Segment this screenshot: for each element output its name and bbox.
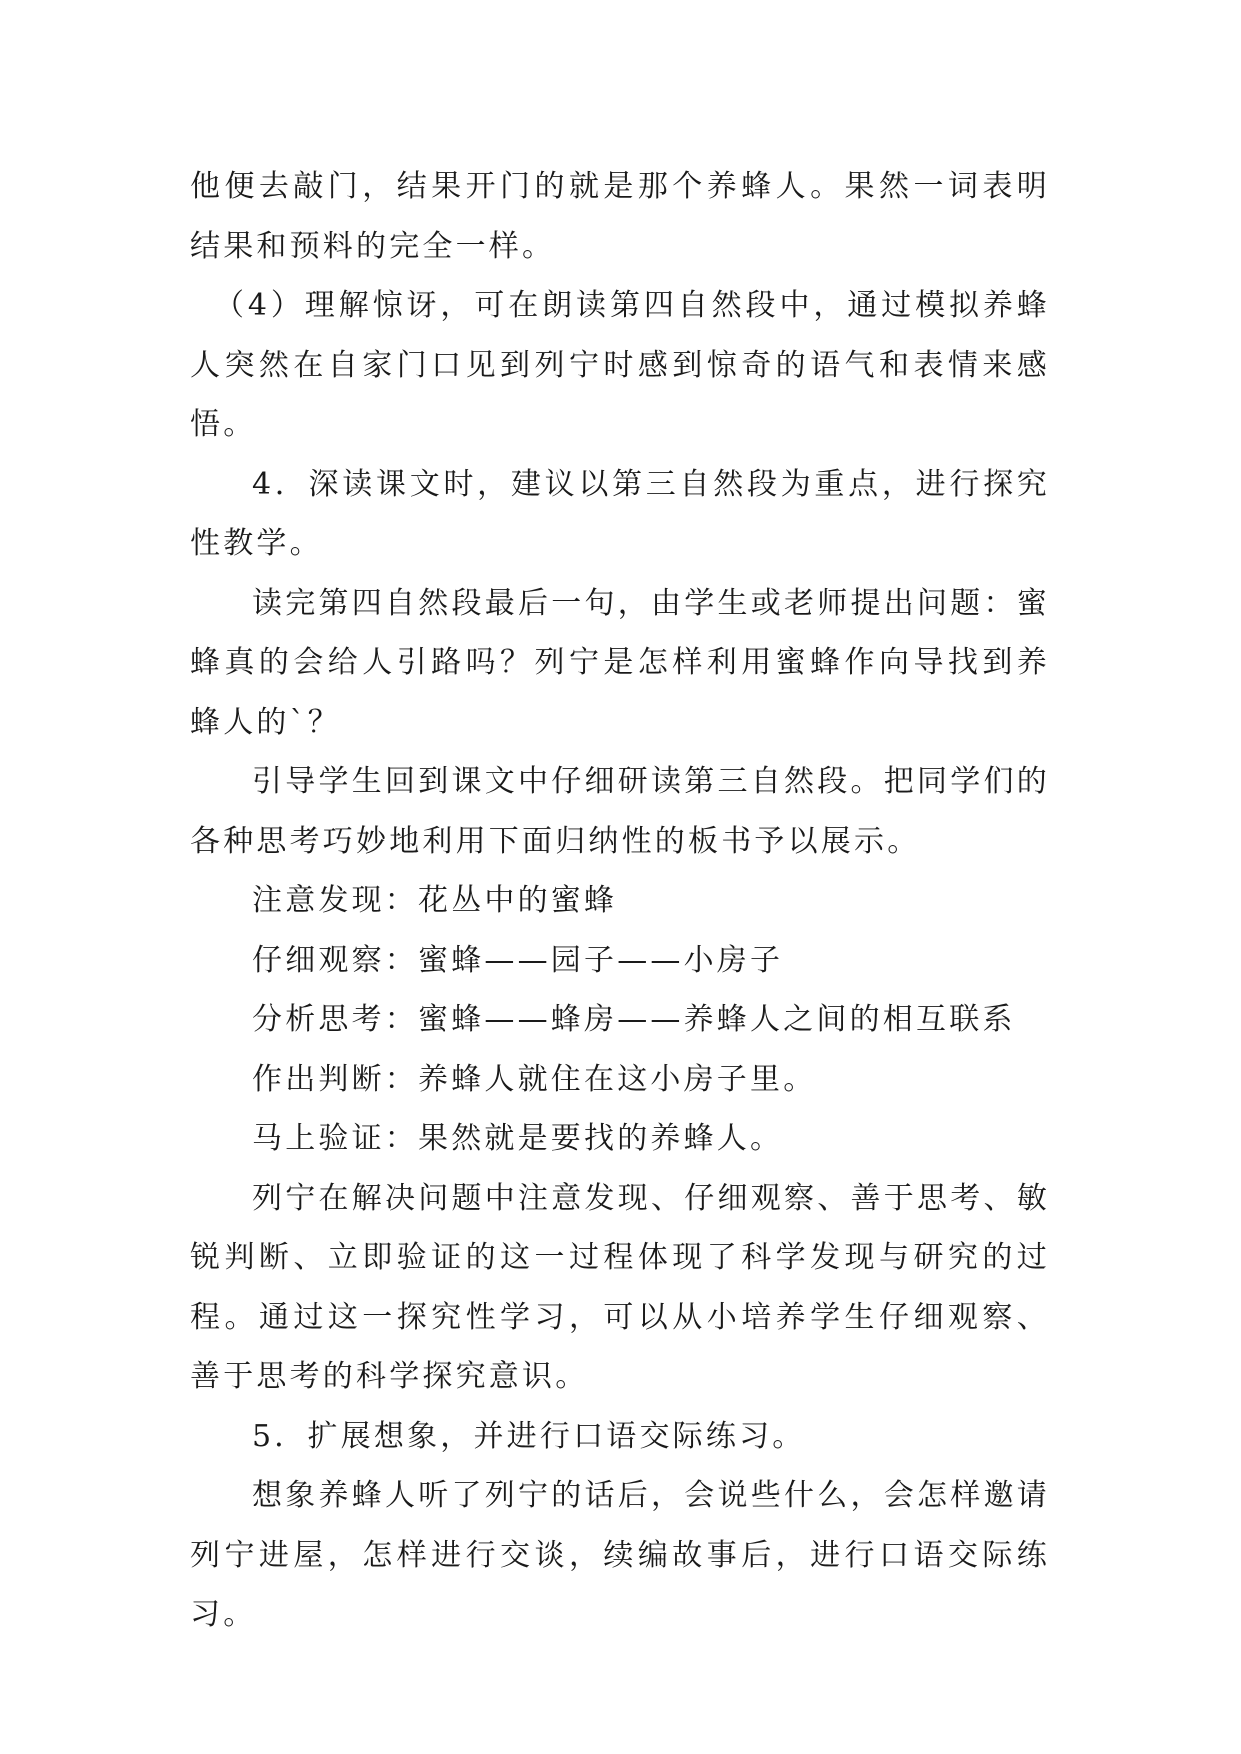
paragraph-result-knock: 他便去敲门，结果开门的就是那个养蜂人。果然一词表明结果和预料的完全一样。 <box>190 169 1050 264</box>
board-line-verify: 马上验证：果然就是要找的养蜂人。 <box>252 1121 784 1156</box>
paragraph-expand-imagination: 5．扩展想象，并进行口语交际练习。 <box>252 1418 806 1454</box>
board-line-analyze: 分析思考：蜜蜂——蜂房——养蜂人之间的相互联系 <box>252 1002 1016 1037</box>
paragraph-guide-students: 引导学生回到课文中仔细研读第三自然段。把同学们的各种思考巧妙地利用下面归纳性的板书予以展示。 <box>190 764 1050 859</box>
document-body <box>190 157 1050 1645</box>
board-line-observe: 仔细观察：蜜蜂——园子——小房子 <box>252 942 784 978</box>
paragraph-scientific-process: 列宁在解决问题中注意发现、仔细观察、善于思考、敏锐判断、立即验证的这一过程体现了科学发现与研究的过程。通过这一探究性学习，可以从小培养学生仔细观察、善于思考的科学探究意识。 <box>190 1180 1050 1394</box>
board-line-notice: 注意发现：花丛中的蜜蜂 <box>252 883 618 918</box>
paragraph-question: 读完第四自然段最后一句，由学生或老师提出问题：蜜蜂真的会给人引路吗？列宁是怎样利用蜜蜂作向导找到养蜂人的`？ <box>190 585 1050 740</box>
board-line-judge: 作出判断：养蜂人就住在这小房子里。 <box>252 1061 817 1097</box>
paragraph-deep-reading: 4．深读课文时，建议以第三自然段为重点，进行探究性教学。 <box>190 466 1050 561</box>
paragraph-understand-surprise: （4）理解惊讶，可在朗读第四自然段中，通过模拟养蜂人突然在自家门口见到列宁时感到惊奇的语气和表情来感悟。 <box>190 288 1050 442</box>
paragraph-oral-practice: 想象养蜂人听了列宁的话后，会说些什么，会怎样邀请列宁进屋，怎样进行交谈，续编故事后，进行口语交际练习。 <box>190 1478 1050 1632</box>
